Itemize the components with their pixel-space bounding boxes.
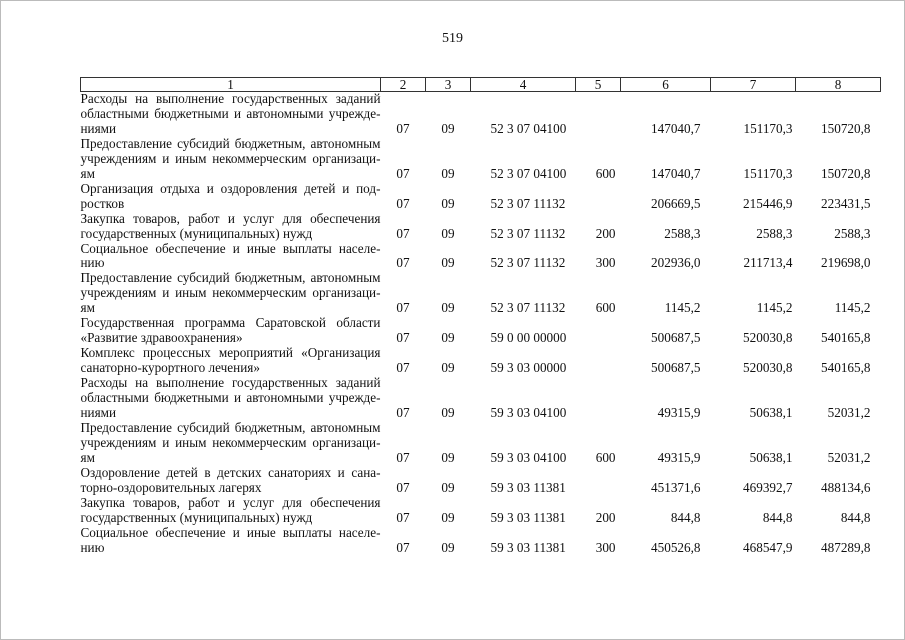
col-header-2: 2 — [381, 78, 426, 92]
section-code: 07 — [396, 255, 410, 271]
amount-year-1: 500687,5 — [651, 360, 701, 376]
target-article-code: 59 3 03 04100 — [490, 449, 567, 465]
description-line: нию — [80, 255, 105, 271]
amount-year-1: 1145,2 — [664, 300, 701, 316]
subsection-code: 09 — [441, 449, 455, 465]
row-description — [81, 182, 381, 212]
subsection-code: 09 — [441, 165, 455, 181]
amount-year-2: 151170,3 — [743, 165, 793, 181]
description-line: Оздоровление детей в детских санаториях и сана- — [80, 464, 381, 480]
amount-year-1: 450526,8 — [651, 539, 701, 555]
expense-type-code — [576, 466, 621, 496]
subsection-code: 09 — [441, 255, 455, 271]
amount-year-2: 469392,7 — [743, 479, 793, 495]
table-row — [81, 466, 881, 496]
table-row — [81, 242, 881, 272]
section-code: 07 — [396, 330, 410, 346]
amount-year-2: 211713,4 — [743, 255, 793, 271]
table-row — [81, 316, 881, 346]
expense-type-code — [576, 346, 621, 376]
col-header-5: 5 — [576, 78, 621, 92]
description-line: государственных (муниципальных) нужд — [80, 225, 313, 241]
description-line: Организация отдыха и оздоровления детей и под- — [80, 180, 381, 196]
col-header-4: 4 — [471, 78, 576, 92]
amount-year-1: 844,8 — [670, 509, 701, 525]
target-article-code: 59 3 03 04100 — [490, 405, 567, 421]
description-line: Комплекс процессных мероприятий «Организация — [80, 345, 381, 361]
description-line: Предоставление субсидий бюджетным, автономным — [80, 135, 381, 151]
description-line: «Развитие здравоохранения» — [80, 330, 243, 346]
expense-type-code: 300 — [595, 255, 616, 271]
amount-year-1: 147040,7 — [651, 120, 701, 136]
subsection-code: 09 — [441, 539, 455, 555]
amount-year-3: 52031,2 — [827, 449, 871, 465]
section-code: 07 — [396, 405, 410, 421]
amount-year-2: 50638,1 — [749, 449, 793, 465]
table-row — [81, 421, 881, 466]
page-number: 519 — [442, 31, 463, 46]
expense-type-code: 600 — [595, 165, 616, 181]
target-article-code: 59 3 03 11381 — [490, 539, 566, 555]
expense-type-code: 200 — [595, 509, 616, 525]
amount-year-2: 844,8 — [762, 509, 793, 525]
description-line: Социальное обеспечение и иные выплаты населе- — [80, 524, 381, 540]
row-description — [81, 496, 381, 526]
description-line: Закупка товаров, работ и услуг для обеспечения — [80, 494, 381, 510]
expense-type-code — [576, 182, 621, 212]
col-header-6: 6 — [621, 78, 711, 92]
description-line: нию — [80, 539, 105, 555]
section-code: 07 — [396, 225, 410, 241]
table-row — [81, 137, 881, 182]
table-row — [81, 496, 881, 526]
row-description — [81, 92, 381, 137]
row-description — [81, 316, 381, 346]
subsection-code: 09 — [441, 360, 455, 376]
description-line: областными бюджетными и автономными учрежде- — [80, 105, 381, 121]
subsection-code: 09 — [441, 405, 455, 421]
subsection-code: 09 — [441, 120, 455, 136]
amount-year-3: 150720,8 — [821, 165, 871, 181]
section-code: 07 — [396, 360, 410, 376]
amount-year-2: 151170,3 — [743, 120, 793, 136]
description-line: Расходы на выполнение государственных заданий — [80, 91, 381, 106]
description-line: Расходы на выполнение государственных заданий — [80, 375, 381, 391]
row-description — [81, 376, 381, 421]
target-article-code: 59 3 03 11381 — [490, 479, 566, 495]
amount-year-1: 2588,3 — [664, 225, 701, 241]
table-row — [81, 92, 881, 137]
expense-type-code — [576, 92, 621, 137]
amount-year-3: 540165,8 — [821, 360, 871, 376]
amount-year-1: 147040,7 — [651, 165, 701, 181]
amount-year-3: 223431,5 — [821, 195, 871, 211]
description-line: Предоставление субсидий бюджетным, автономным — [80, 270, 381, 286]
description-line: Предоставление субсидий бюджетным, автономным — [80, 419, 381, 435]
subsection-code: 09 — [441, 479, 455, 495]
target-article-code: 59 3 03 00000 — [490, 360, 567, 376]
subsection-code: 09 — [441, 330, 455, 346]
table-row — [81, 271, 881, 316]
amount-year-2: 468547,9 — [743, 539, 793, 555]
target-article-code: 52 3 07 11132 — [490, 255, 566, 271]
amount-year-2: 50638,1 — [749, 405, 793, 421]
description-line: учреждениям и иным некоммерческим организаци- — [80, 150, 381, 166]
section-code: 07 — [396, 509, 410, 525]
section-code: 07 — [396, 165, 410, 181]
description-line: учреждениям и иным некоммерческим организаци- — [80, 285, 381, 301]
row-description — [81, 466, 381, 496]
expense-type-code — [576, 316, 621, 346]
subsection-code: 09 — [441, 300, 455, 316]
amount-year-3: 488134,6 — [821, 479, 871, 495]
description-line: санаторно-курортного лечения» — [80, 360, 260, 376]
description-line: Социальное обеспечение и иные выплаты населе- — [80, 240, 381, 256]
expense-type-code: 600 — [595, 300, 616, 316]
description-line: ям — [80, 165, 95, 181]
table-row — [81, 346, 881, 376]
table-row — [81, 376, 881, 421]
amount-year-1: 49315,9 — [657, 405, 701, 421]
description-line: Закупка товаров, работ и услуг для обеспечения — [80, 210, 381, 226]
target-article-code: 59 3 03 11381 — [490, 509, 566, 525]
amount-year-3: 150720,8 — [821, 120, 871, 136]
budget-table — [80, 77, 881, 556]
subsection-code: 09 — [441, 509, 455, 525]
row-description — [81, 242, 381, 272]
header-row — [81, 78, 881, 92]
table-row — [81, 526, 881, 556]
description-line: торно-оздоровительных лагерях — [80, 479, 262, 495]
amount-year-3: 540165,8 — [821, 330, 871, 346]
amount-year-2: 520030,8 — [743, 330, 793, 346]
amount-year-3: 219698,0 — [821, 255, 871, 271]
expense-type-code: 200 — [595, 225, 616, 241]
expense-type-code: 300 — [595, 539, 616, 555]
amount-year-2: 520030,8 — [743, 360, 793, 376]
row-description — [81, 271, 381, 316]
subsection-code: 09 — [441, 195, 455, 211]
description-line: ям — [80, 300, 95, 316]
section-code: 07 — [396, 120, 410, 136]
expense-type-code — [576, 376, 621, 421]
amount-year-3: 2588,3 — [834, 225, 871, 241]
target-article-code: 59 0 00 00000 — [490, 330, 567, 346]
description-line: ям — [80, 449, 95, 465]
amount-year-1: 451371,6 — [651, 479, 701, 495]
target-article-code: 52 3 07 04100 — [490, 120, 567, 136]
row-description — [81, 421, 381, 466]
section-code: 07 — [396, 300, 410, 316]
description-line: ниями — [80, 405, 117, 421]
section-code: 07 — [396, 449, 410, 465]
amount-year-2: 215446,9 — [743, 195, 793, 211]
description-line: областными бюджетными и автономными учрежде- — [80, 390, 381, 406]
row-description — [81, 212, 381, 242]
description-line: Государственная программа Саратовской области — [80, 315, 381, 331]
amount-year-3: 52031,2 — [827, 405, 871, 421]
target-article-code: 52 3 07 04100 — [490, 165, 567, 181]
amount-year-1: 206669,5 — [651, 195, 701, 211]
col-header-8: 8 — [796, 78, 881, 92]
description-line: ростков — [80, 195, 125, 211]
amount-year-2: 2588,3 — [756, 225, 793, 241]
description-line: государственных (муниципальных) нужд — [80, 509, 313, 525]
amount-year-3: 844,8 — [840, 509, 871, 525]
table-row — [81, 212, 881, 242]
col-header-3: 3 — [426, 78, 471, 92]
row-description — [81, 137, 381, 182]
target-article-code: 52 3 07 11132 — [490, 195, 566, 211]
amount-year-3: 1145,2 — [834, 300, 871, 316]
target-article-code: 52 3 07 11132 — [490, 225, 566, 241]
expense-type-code: 600 — [595, 449, 616, 465]
col-header-7: 7 — [711, 78, 796, 92]
row-description — [81, 346, 381, 376]
amount-year-3: 487289,8 — [821, 539, 871, 555]
section-code: 07 — [396, 539, 410, 555]
description-line: учреждениям и иным некоммерческим организаци- — [80, 434, 381, 450]
table-row — [81, 182, 881, 212]
col-header-1: 1 — [81, 78, 381, 92]
amount-year-1: 49315,9 — [657, 449, 701, 465]
subsection-code: 09 — [441, 225, 455, 241]
description-line: ниями — [80, 120, 117, 136]
amount-year-1: 202936,0 — [651, 255, 701, 271]
section-code: 07 — [396, 479, 410, 495]
section-code: 07 — [396, 195, 410, 211]
amount-year-2: 1145,2 — [756, 300, 793, 316]
amount-year-1: 500687,5 — [651, 330, 701, 346]
target-article-code: 52 3 07 11132 — [490, 300, 566, 316]
row-description — [81, 526, 381, 556]
